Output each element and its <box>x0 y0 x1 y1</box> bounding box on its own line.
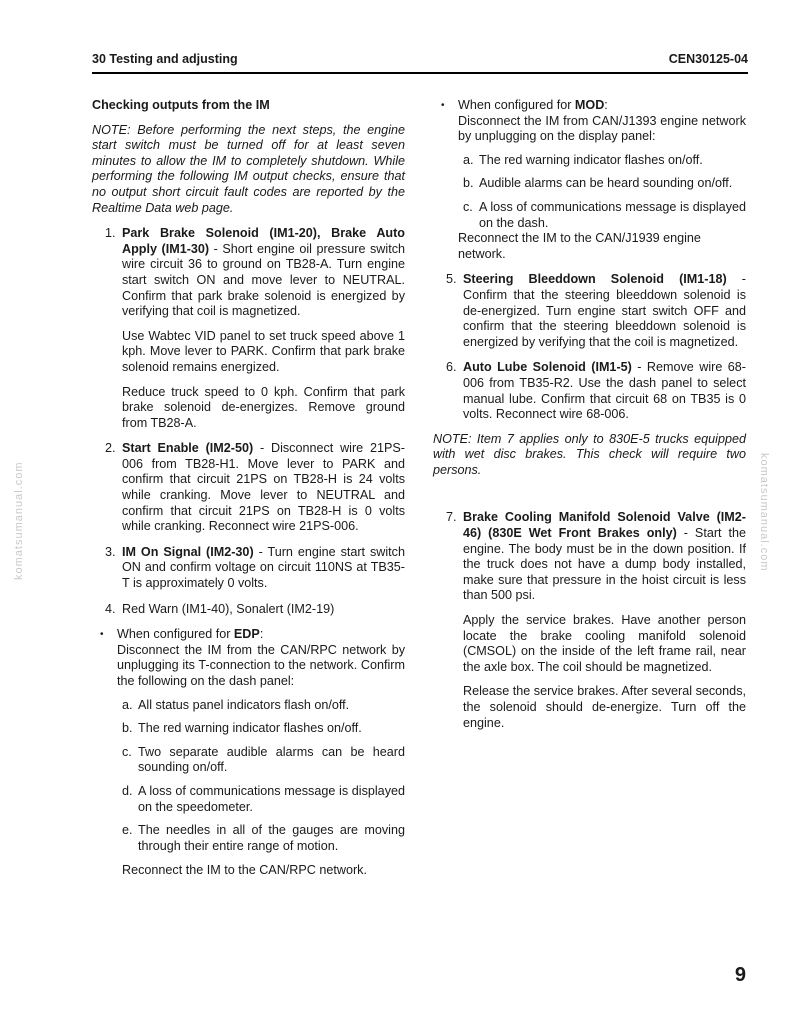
bullet-prefix: When configured for <box>117 627 234 642</box>
step-text <box>463 360 746 422</box>
bullet-suffix: : <box>604 98 608 112</box>
step-paragraph: Release the service brakes. After several seconds, the solenoid should de-energize. Turn off the engine. <box>463 684 746 730</box>
bullet-text: Disconnect the IM from CAN/J1393 engine network by unplugging on the display panel: <box>458 113 746 144</box>
right-column <box>433 98 746 731</box>
step-5 <box>433 272 746 350</box>
check-text: A loss of communications message is displayed on the speedometer. <box>138 783 405 814</box>
bullet-icon: • <box>441 100 445 111</box>
watermark-right: komatsumanual.com <box>758 453 770 572</box>
step-1 <box>92 226 405 431</box>
bullet-heading <box>117 627 405 643</box>
reconnect-text: Reconnect the IM to the CAN/J1939 engine network. <box>458 231 701 261</box>
bullet-prefix: When configured for <box>458 98 575 112</box>
check-letter: b. <box>122 721 133 736</box>
step-paragraph: Use Wabtec VID panel to set truck speed above 1 kph. Move lever to PARK. Confirm that park brake solenoid remains energized. <box>122 328 405 374</box>
step-body: - Start the engine. The body must be in the down position. If the truck does not have a dump body installed, make sure that pressure in the hoist circuit is less than 500 psi. <box>463 526 746 603</box>
step-body: - Turn engine start switch ON and confirm voltage on circuit 110NS at TB35-T is approximately 0 volts. <box>122 544 405 591</box>
step-number: 5. <box>446 272 457 287</box>
check-text: A loss of communications message is displayed on the dash. <box>479 199 746 230</box>
section-title: Checking outputs from the IM <box>92 98 270 112</box>
check-e <box>92 823 405 854</box>
check-letter: c. <box>463 199 473 214</box>
check-letter: e. <box>122 823 133 838</box>
reconnect-text: Reconnect the IM to the CAN/RPC network. <box>122 863 367 878</box>
check-letter: a. <box>463 152 474 167</box>
step-3 <box>92 545 405 592</box>
step-7 <box>433 510 746 731</box>
step-paragraph: Apply the service brakes. Have another person locate the brake cooling manifold solenoid (CMSOL) on the inside of the left frame rail, near the axle box. The coil should be magnetized. <box>463 613 746 674</box>
step-number: 6. <box>446 360 457 375</box>
check-text: The red warning indicator flashes on/off. <box>138 721 362 736</box>
check-text: Two separate audible alarms can be heard sounding on/off. <box>138 744 405 775</box>
step-body: - Confirm that the steering bleeddown solenoid is de-energized. Turn engine start switch OFF and confirm that the steering bleeddown solenoid is energized by verifying that the coil is magnetized. <box>463 272 747 349</box>
step-body: - Remove wire 68-006 from TB35-R2. Use the dash panel to select manual lube. Confirm that circuit 68 on TB35 is 0 volts. Reconnect wire 68-006. <box>463 360 746 422</box>
check-text: Audible alarms can be heard sounding on/off. <box>479 176 733 191</box>
step-paragraph: Reduce truck speed to 0 kph. Confirm that park brake solenoid de-energizes. Remove ground from TB28-A. <box>122 384 405 430</box>
bullet-icon: • <box>100 629 104 641</box>
step-6 <box>433 360 746 422</box>
check-letter: b. <box>463 176 474 191</box>
step-2 <box>92 441 405 535</box>
bullet-suffix: : <box>259 627 264 642</box>
config-name: MOD <box>574 98 605 112</box>
step-text <box>122 441 405 535</box>
check-b <box>433 176 746 192</box>
bullet-heading <box>458 98 746 114</box>
step-text: Red Warn (IM1-40), Sonalert (IM2-19) <box>122 601 335 616</box>
step-number: 1. <box>105 226 116 241</box>
check-c <box>433 200 746 231</box>
left-column <box>92 98 405 879</box>
section-heading: 30 Testing and adjusting <box>92 52 238 66</box>
step-title: Auto Lube Solenoid (IM1-5) <box>463 360 632 375</box>
step-text <box>122 226 405 320</box>
check-text: The red warning indicator flashes on/off. <box>479 152 703 167</box>
step-text <box>463 510 746 604</box>
check-a <box>433 153 746 169</box>
step-number: 2. <box>105 441 116 456</box>
check-letter: a. <box>122 697 133 712</box>
config-name: EDP <box>233 627 260 642</box>
step-body: - Short engine oil pressure switch wire circuit 36 to ground on TB28-A. Turn engine start switch ON and move lever to NEUTRAL. Confirm that park brake solenoid is energized by verifying that coil is magnetized. <box>122 241 405 319</box>
note-shutdown: NOTE: Before performing the next steps, the engine start switch must be turned off for at least seven minutes to allow the IM to completely shutdown. While performing the following IM output checks, ensure that no output short circuit fault codes are reported by the Realtime Data web page. <box>92 122 405 215</box>
step-text <box>463 272 746 350</box>
bullet-text: Disconnect the IM from the CAN/RPC network by unplugging its T-connection to the network. Confirm the following on the dash panel: <box>117 642 405 688</box>
step-4 <box>92 602 405 618</box>
check-b <box>92 721 405 737</box>
check-c <box>92 745 405 776</box>
step-number: 3. <box>105 544 116 559</box>
check-a <box>92 698 405 714</box>
page-number: 9 <box>734 964 746 986</box>
page-header <box>92 50 748 74</box>
check-letter: d. <box>122 783 133 798</box>
edp-configuration <box>92 627 405 689</box>
document-code: CEN30125-04 <box>668 52 748 66</box>
watermark-left: komatsumanual.com <box>13 461 25 580</box>
check-text: All status panel indicators flash on/off. <box>138 697 350 712</box>
step-title: IM On Signal (IM2-30) <box>122 544 254 559</box>
step-title: Steering Bleeddown Solenoid (IM1-18) <box>463 272 727 287</box>
step-title: Start Enable (IM2-50) <box>122 441 254 456</box>
step-title: Brake Cooling Manifold Solenoid Valve (IM2-46) (830E Wet Front Brakes only) <box>463 510 746 541</box>
check-d <box>92 784 405 815</box>
note-wet-brakes: NOTE: Item 7 applies only to 830E-5 trucks equipped with wet disc brakes. This check will require two persons. <box>433 431 746 477</box>
step-number: 7. <box>446 510 457 525</box>
check-letter: c. <box>122 744 132 759</box>
step-text <box>122 545 405 592</box>
check-text: The needles in all of the gauges are moving through their entire range of motion. <box>138 823 405 853</box>
mod-configuration <box>433 98 746 145</box>
step-title: Park Brake Solenoid (IM1-20), Brake Auto Apply (IM1-30) <box>122 226 405 256</box>
step-number: 4. <box>105 601 116 616</box>
step-body: - Disconnect wire 21PS-006 from TB28-H1. Move lever to PARK and confirm that circuit 21PS on TB28-H is 24 volts while cranking. Move lever to NEUTRAL and confirm that circuit 21PS on TB28-H is 0 volts while cranking. Reconnect wire 21PS-006. <box>122 441 405 534</box>
